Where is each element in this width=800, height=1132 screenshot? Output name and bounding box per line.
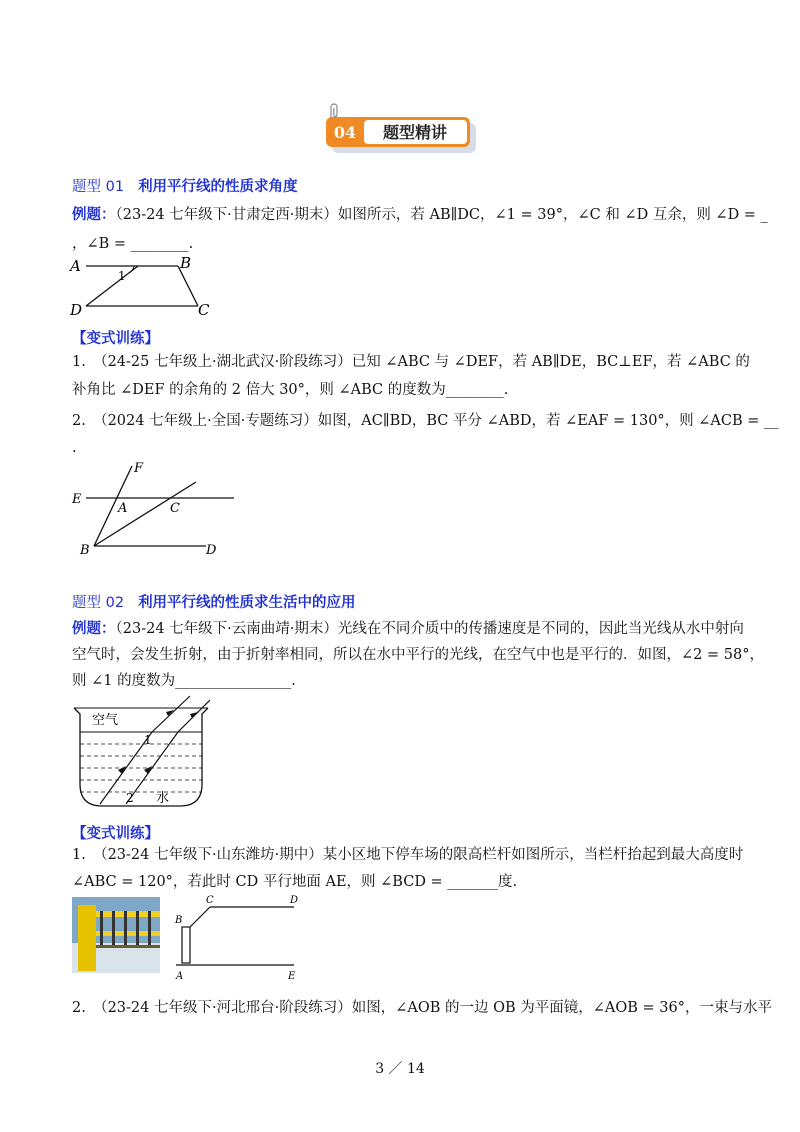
figure-parallel-lines: [66, 458, 246, 562]
section1-q1-line2: 补角比 ∠DEF 的余角的 2 倍大 30°，则 ∠ABC 的度数为________.: [72, 382, 509, 398]
fig2-label-f: F: [134, 461, 144, 476]
section2-example-line2: 空气时，会发生折射，由于折射率相同，所以在水中平行的光线，在空气中也是平行的．如图，∠2 = 58°，: [72, 647, 764, 663]
section1-heading-num: 题型 01: [72, 179, 125, 195]
fig1-label-b: B: [180, 254, 192, 272]
section2-example-line3: 则 ∠1 的度数为________________.: [72, 673, 296, 689]
section1-example-label: 例题：: [72, 207, 116, 223]
fig2-label-a: A: [118, 501, 128, 516]
fig2-label-d: D: [206, 543, 217, 558]
section1-practice-label: 【变式训练】: [72, 331, 159, 347]
section2-q1-line1: 1. （23-24 七年级下·山东潍坊·期中）某小区地下停车场的限高栏杆如图所示，当栏杆抬起到最大高度时: [72, 847, 744, 863]
fig1-label-a: A: [70, 257, 81, 275]
section2-heading-num: 题型 02: [72, 595, 125, 611]
fig2-label-b: B: [80, 543, 90, 558]
section2-heading: [72, 591, 356, 612]
fig3-label-air: 空气: [92, 713, 119, 728]
fig3-label-2: 2: [126, 791, 134, 805]
fig1-label-c: C: [198, 301, 210, 319]
fig2-label-c: C: [170, 501, 180, 516]
section2-practice-label: 【变式训练】: [72, 826, 159, 842]
section1-heading-text: 利用平行线的性质求角度: [138, 179, 298, 195]
section1-q2-line2: .: [72, 440, 77, 456]
fig4-label-b: B: [175, 915, 183, 926]
barrier-gate-photo: [72, 897, 160, 973]
section1-example-line2: ，∠B = ________.: [72, 236, 194, 252]
fig4-label-c: C: [206, 895, 214, 906]
paperclip-icon: [327, 102, 341, 124]
section2-example-line1: [72, 619, 744, 639]
section1-q1-line1: 1. （24-25 七年级上·湖北武汉·阶段练习）已知 ∠ABC 与 ∠DEF，若 AB∥DE，BC⊥EF，若 ∠ABC 的: [72, 354, 750, 370]
fig4-label-a: A: [176, 971, 184, 982]
fig4-label-e: E: [288, 971, 296, 982]
section2-heading-text: 利用平行线的性质求生活中的应用: [138, 595, 356, 611]
badge-title: 题型精讲: [382, 123, 448, 142]
section2-q1-line2: ∠ABC = 120°，若此时 CD 平行地面 AE，则 ∠BCD = _______度.: [72, 874, 518, 890]
section2-q2-line1: 2. （23-24 七年级下·河北邢台·阶段练习）如图，∠AOB 的一边 OB 为平面镜，∠AOB = 36°，一束与水平: [72, 1000, 772, 1016]
page-number: 3 ／ 14: [375, 1061, 425, 1077]
fig1-label-d: D: [70, 301, 83, 319]
fig3-label-water: 水: [156, 791, 170, 806]
section-badge: [326, 117, 476, 153]
section1-example-line1: [72, 205, 768, 225]
fig3-label-1: 1: [144, 733, 152, 747]
figure-barrier-diagram: [172, 893, 307, 987]
badge-number: 04: [333, 123, 357, 142]
section1-q2-line1: 2. （2024 七年级上·全国·专题练习）如图，AC∥BD，BC 平分 ∠ABD，若 ∠EAF = 130°，则 ∠ACB = __: [72, 413, 779, 429]
fig1-label-1: 1: [118, 269, 126, 283]
figure-refraction: [70, 694, 210, 818]
fig2-label-e: E: [72, 492, 82, 507]
fig4-label-d: D: [290, 895, 299, 906]
section2-example-label: 例题：: [72, 621, 116, 637]
section2-example-text1: （23-24 七年级下·云南曲靖·期末）光线在不同介质中的传播速度是不同的，因此当光线从水中射向: [115, 621, 744, 637]
section1-example-text1: （23-24 七年级下·甘肃定西·期末）如图所示，若 AB∥DC，∠1 = 39°，∠C 和 ∠D 互余，则 ∠D = _: [115, 207, 768, 223]
figure-trapezoid: [66, 254, 226, 324]
section1-heading: [72, 175, 298, 196]
